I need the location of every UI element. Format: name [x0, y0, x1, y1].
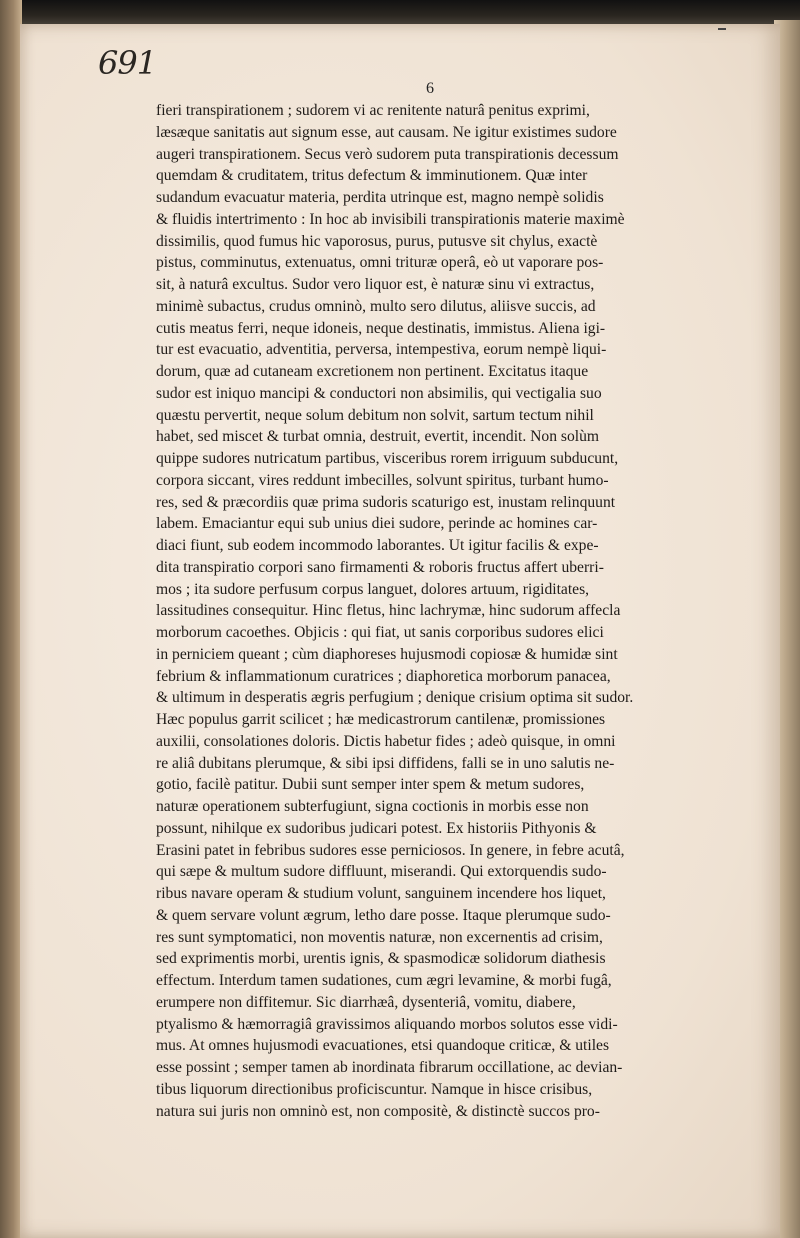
text-line: & fluidis intertrimento : In hoc ab invisibili transpirationis materie maximè: [156, 210, 625, 228]
text-line: cutis meatus ferri, neque idoneis, neque destinatis, immistus. Aliena igi-: [156, 319, 606, 337]
text-line: quæstu pervertit, neque solum debitum non solvit, sartum tectum nihil: [156, 406, 594, 424]
text-line: natura sui juris non omninò est, non compositè, & distinctè succos pro-: [156, 1102, 600, 1120]
ink-mark: [718, 28, 726, 30]
text-line: sed exprimentis morbi, urentis ignis, & spasmodicæ solidorum diathesis: [156, 950, 606, 968]
text-line: qui sæpe & multum sudore diffluunt, miserandi. Qui extorquendis sudo-: [156, 863, 607, 881]
text-line: effectum. Interdum tamen sudationes, cum ægri levamine, & morbi fugâ,: [156, 972, 612, 989]
text-line: res sunt symptomatici, non moventis naturæ, non excernentis ad crisim,: [156, 928, 603, 946]
page-number: 6: [426, 80, 434, 97]
book-top-edge: [0, 0, 800, 26]
text-line: possunt, nihilque ex sudoribus judicari potest. Ex historiis Pithyonis &: [156, 819, 597, 837]
text-line: sudandum evacuatur materia, perdita utrinque est, magno nempè solidis: [156, 189, 604, 206]
text-line: corpora siccant, vires reddunt imbecilles, solvunt spiritus, turbant humo-: [156, 471, 609, 489]
handwritten-folio-number: 691: [98, 44, 157, 82]
text-line: lassitudines consequitur. Hinc fletus, hinc lachrymæ, hinc sudorum affecla: [156, 602, 621, 620]
text-line: esse possint ; semper tamen ab inordinata fibrarum occillatione, ac devian-: [156, 1059, 623, 1076]
text-line: dissimilis, quod fumus hic vaporosus, purus, putusve sit chylus, exactè: [156, 232, 598, 250]
text-line: dita transpiratio corpori sano firmamenti & roboris fructus affert uberri-: [156, 558, 604, 576]
text-line: tibus liquorum directionibus proficiscuntur. Namque in hisce crisibus,: [156, 1080, 593, 1098]
text-line: & quem servare volunt ægrum, letho dare posse. Itaque plerumque sudo-: [156, 906, 611, 924]
text-line: re aliâ dubitans plerumque, & sibi ipsi diffidens, falli se in uno salutis ne-: [156, 754, 615, 772]
text-line: quippe sudores nutricatum partibus, visceribus rorem irriguum subducunt,: [156, 450, 619, 467]
book-gutter: [0, 0, 22, 1238]
text-line: labem. Emaciantur equi sub unius diei sudore, perinde ac homines car-: [156, 515, 598, 533]
text-line: naturæ operationem subterfugiunt, signa coctionis in morbis esse non: [156, 798, 589, 815]
text-line: auxilii, consolationes doloris. Dictis habetur fides ; adeò quisque, in omni: [156, 732, 616, 750]
text-line: mus. At omnes hujusmodi evacuationes, etsi quandoque criticæ, & utiles: [156, 1037, 610, 1055]
body-text: [156, 100, 736, 1122]
text-line: tur est evacuatio, adventitia, perversa, intempestiva, eorum nempè liqui-: [156, 341, 607, 359]
text-line: quemdam & cruditatem, tritus defectum & imminutionem. Quæ inter: [156, 167, 588, 185]
text-line: augeri transpirationem. Secus verò sudorem puta transpirationis decessum: [156, 145, 619, 163]
text-line: in perniciem queant ; cùm diaphoreses hujusmodi copiosæ & humidæ sint: [156, 645, 618, 663]
text-line: ribus navare operam & studium volunt, sanguinem incendere hos liquet,: [156, 885, 606, 902]
text-line: sudor est iniquo mancipi & conductori non absimilis, qui vectigalia suo: [156, 384, 602, 402]
text-line: erumpere non diffitemur. Sic diarrhæâ, dysenteriâ, vomitu, diabere,: [156, 993, 576, 1011]
text-line: res, sed & præcordiis quæ prima sudoris scaturigo est, inustam relinquunt: [156, 493, 616, 511]
text-line: diaci fiunt, sub eodem incommodo laborantes. Ut igitur facilis & expe-: [156, 537, 599, 554]
text-line: sit, à naturâ excultus. Sudor vero liquor est, è naturæ sinu vi extractus,: [156, 276, 595, 293]
text-line: ptyalismo & hæmorragiâ gravissimos aliquando morbos solutos esse vidi-: [156, 1015, 618, 1033]
text-line: dorum, quæ ad cutaneam excretionem non pertinent. Excitatus itaque: [156, 363, 589, 380]
text-line: habet, sed miscet & turbat omnia, destruit, evertit, incendit. Non solùm: [156, 428, 600, 446]
text-line: febrium & inflammationum curatrices ; diaphoretica morborum panacea,: [156, 667, 611, 685]
text-line: læsæque sanitatis aut signum esse, aut causam. Ne igitur existimes sudore: [156, 123, 617, 141]
text-line: Hæc populus garrit scilicet ; hæ medicastrorum cantilenæ, promissiones: [156, 711, 606, 728]
text-line: Erasini patet in febribus sudores esse perniciosos. In genere, in febre acutâ,: [156, 841, 625, 859]
text-line: fieri transpirationem ; sudorem vi ac renitente naturâ penitus exprimi,: [156, 102, 590, 119]
text-line: & ultimum in desperatis ægris perfugium ; denique crisium optima sit sudor.: [156, 689, 634, 707]
text-line: pistus, comminutus, extenuatus, omni trituræ operâ, eò ut vaporare pos-: [156, 254, 604, 272]
text-line: morborum cacoethes. Objicis : qui fiat, ut sanis corporibus sudores elici: [156, 624, 604, 641]
text-line: gotio, facilè patitur. Dubii sunt semper inter spem & metum sudores,: [156, 776, 585, 794]
text-line: minimè subactus, crudus omninò, multo sero dilutus, aliisve succis, ad: [156, 297, 596, 315]
text-line: mos ; ita sudore perfusum corpus languet, dolores artuum, rigiditates,: [156, 580, 590, 598]
